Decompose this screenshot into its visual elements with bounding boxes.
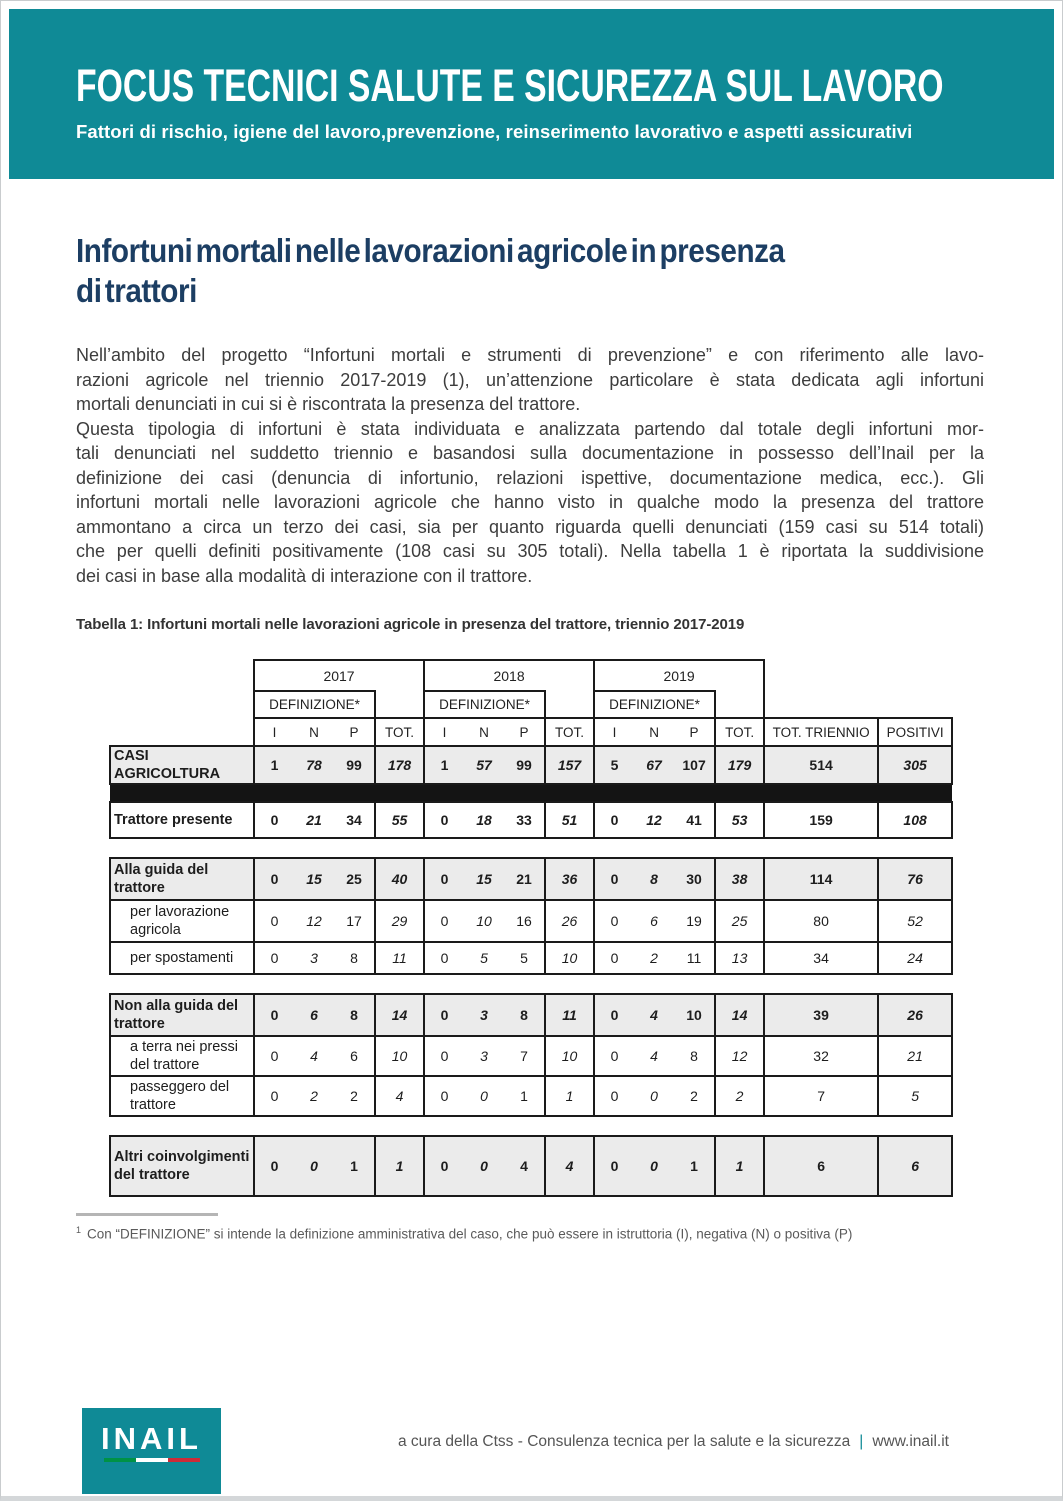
table-value-cell: 1	[424, 746, 464, 784]
col-header-i: I	[594, 718, 634, 746]
table-cell	[878, 660, 952, 691]
paragraph-line: dei casi in base alla modalità di interazione con il trattore.	[76, 565, 533, 586]
col-header-n: N	[464, 718, 504, 746]
paragraph-line: ammontano a circa un terzo dei casi, sia per quanto riguarda quelli denunciati (159 casi su 514 totali)	[76, 516, 984, 537]
table-row-label: CASI AGRICOLTURA	[110, 746, 254, 784]
table-value-cell: 10	[545, 942, 594, 974]
table-value-cell: 0	[254, 802, 294, 838]
table-row	[110, 1036, 952, 1076]
inail-logo-text: INAIL	[101, 1421, 202, 1456]
table-value-cell: 11	[545, 994, 594, 1036]
definizione-header: DEFINIZIONE*	[254, 691, 375, 718]
table-value-cell: 15	[464, 858, 504, 900]
table-row-label: per spostamenti	[110, 942, 254, 974]
table-cell	[764, 660, 878, 691]
table-value-cell: 3	[464, 1036, 504, 1076]
table-value-cell: 67	[634, 746, 674, 784]
table-value-cell: 1	[674, 1136, 715, 1196]
table-value-cell: 4	[504, 1136, 545, 1196]
table-value-cell: 8	[674, 1036, 715, 1076]
table-value-cell: 0	[464, 1136, 504, 1196]
col-header-p: P	[504, 718, 545, 746]
table-value-cell: 305	[878, 746, 952, 784]
table-value-cell: 18	[464, 802, 504, 838]
table-value-cell: 8	[334, 942, 375, 974]
year-header: 2019	[594, 660, 764, 691]
spacer-cell	[110, 974, 952, 994]
col-header-i: I	[424, 718, 464, 746]
data-table	[109, 659, 953, 1197]
table-value-cell: 6	[764, 1136, 878, 1196]
table-header-definizione	[110, 691, 952, 718]
table-value-cell: 0	[594, 1136, 634, 1196]
table-value-cell: 1	[545, 1076, 594, 1116]
table-row	[110, 900, 952, 942]
table-value-cell: 24	[878, 942, 952, 974]
table-value-cell: 34	[334, 802, 375, 838]
table-value-cell: 108	[878, 802, 952, 838]
table-value-cell: 10	[674, 994, 715, 1036]
table-value-cell: 514	[764, 746, 878, 784]
table-row-label: Altri coinvolgimenti del trattore	[110, 1136, 254, 1196]
table-value-cell: 107	[674, 746, 715, 784]
table-value-cell: 12	[715, 1036, 764, 1076]
flag-red-segment	[168, 1458, 200, 1462]
table-value-cell: 78	[294, 746, 334, 784]
body-paragraphs	[76, 345, 984, 590]
table-value-cell: 11	[674, 942, 715, 974]
table-value-cell: 0	[594, 994, 634, 1036]
table-value-cell: 114	[764, 858, 878, 900]
table-value-cell: 6	[294, 994, 334, 1036]
table-value-cell: 2	[715, 1076, 764, 1116]
table-value-cell: 0	[634, 1136, 674, 1196]
table-value-cell: 6	[334, 1036, 375, 1076]
table-row	[110, 802, 952, 838]
table-row	[110, 1076, 952, 1116]
table-value-cell: 12	[634, 802, 674, 838]
table-value-cell: 52	[878, 900, 952, 942]
footnote-text	[76, 1225, 987, 1242]
table-value-cell: 4	[375, 1076, 424, 1116]
table-row	[110, 994, 952, 1036]
paragraph-line: che per quelli definiti positivamente (108 casi su 305 totali). Nella tabella 1 è riportata la suddivisione	[76, 541, 984, 561]
col-header-n: N	[294, 718, 334, 746]
table-value-cell: 26	[545, 900, 594, 942]
table-value-cell: 4	[545, 1136, 594, 1196]
table-value-cell: 0	[254, 994, 294, 1036]
table-value-cell: 179	[715, 746, 764, 784]
table-row	[110, 1136, 952, 1196]
paragraph-line: Nell’ambito del progetto “Infortuni mortali e strumenti di prevenzione” e con riferimento alle lavo-	[76, 345, 984, 365]
table-value-cell: 6	[878, 1136, 952, 1196]
table-value-cell: 21	[294, 802, 334, 838]
table-value-cell: 41	[674, 802, 715, 838]
italian-flag-bar	[104, 1458, 200, 1462]
table-value-cell: 19	[674, 900, 715, 942]
table-value-cell: 80	[764, 900, 878, 942]
table-value-cell: 55	[375, 802, 424, 838]
table-value-cell: 33	[504, 802, 545, 838]
table-value-cell: 5	[594, 746, 634, 784]
spacer-cell	[110, 1116, 952, 1136]
table-value-cell: 2	[674, 1076, 715, 1116]
table-value-cell: 34	[764, 942, 878, 974]
table-value-cell: 32	[764, 1036, 878, 1076]
paragraph-line: infortuni mortali nelle lavorazioni agricole che hanno visto in qualche modo la presenza del trattore	[76, 492, 984, 512]
table-value-cell: 99	[334, 746, 375, 784]
table-value-cell: 7	[764, 1076, 878, 1116]
table-value-cell: 0	[424, 900, 464, 942]
table-header-columns	[110, 718, 952, 746]
table-value-cell: 17	[334, 900, 375, 942]
table-value-cell: 0	[294, 1136, 334, 1196]
header-banner	[9, 9, 1054, 179]
table-value-cell: 38	[715, 858, 764, 900]
table-value-cell: 2	[294, 1076, 334, 1116]
table-value-cell: 0	[254, 1076, 294, 1116]
table-value-cell: 12	[294, 900, 334, 942]
table-value-cell: 26	[878, 994, 952, 1036]
table-value-cell: 0	[254, 1136, 294, 1196]
col-header-p: P	[334, 718, 375, 746]
table-value-cell: 0	[424, 994, 464, 1036]
table-value-cell: 0	[424, 858, 464, 900]
table-value-cell: 30	[674, 858, 715, 900]
table-value-cell: 10	[375, 1036, 424, 1076]
table-value-cell: 39	[764, 994, 878, 1036]
table-value-cell: 0	[254, 942, 294, 974]
table-value-cell: 14	[375, 994, 424, 1036]
paragraph-line: mortali denunciati in cui si è riscontrata la presenza del trattore.	[76, 394, 581, 414]
col-header-n: N	[634, 718, 674, 746]
table-value-cell: 2	[634, 942, 674, 974]
table-value-cell: 0	[254, 1036, 294, 1076]
table-value-cell: 157	[545, 746, 594, 784]
table-value-cell: 0	[594, 942, 634, 974]
table-value-cell: 3	[464, 994, 504, 1036]
table-value-cell: 0	[634, 1076, 674, 1116]
table-value-cell: 4	[294, 1036, 334, 1076]
table-value-cell: 53	[715, 802, 764, 838]
paragraph-line: tali denunciati nel suddetto triennio e basandosi sulla documentazione in possesso dell’Inail per la	[76, 443, 984, 463]
table-value-cell: 11	[375, 942, 424, 974]
table-spacer-row	[110, 838, 952, 858]
table-row-label: a terra nei pressi del trattore	[110, 1036, 254, 1076]
table-value-cell: 159	[764, 802, 878, 838]
paragraph-line: Questa tipologia di infortuni è stata individuata e analizzata partendo dal totale degli infortuni mor-	[76, 418, 984, 439]
footnote-body: Con “DEFINIZIONE” si intende la definizione amministrativa del caso, che può essere in istruttoria (I), negativa (N) o positiva (P)	[87, 1226, 853, 1242]
footer-url: www.inail.it	[872, 1433, 949, 1450]
table-value-cell: 1	[254, 746, 294, 784]
footnote-rule	[76, 1213, 218, 1216]
footnote	[76, 1213, 987, 1242]
banner-title: FOCUS TECNICI SALUTE E SICUREZZA SUL LAVORO	[76, 60, 944, 111]
footer-credit-text: a cura della Ctss - Consulenza tecnica per la salute e la sicurezza	[397, 1433, 851, 1450]
table-value-cell: 1	[334, 1136, 375, 1196]
table-value-cell: 0	[594, 858, 634, 900]
inail-logo	[82, 1408, 221, 1494]
table-value-cell: 1	[715, 1136, 764, 1196]
table-cell	[110, 718, 254, 746]
table-value-cell: 0	[254, 900, 294, 942]
table-value-cell: 99	[504, 746, 545, 784]
table-value-cell: 36	[545, 858, 594, 900]
table-row	[110, 942, 952, 974]
table-value-cell: 6	[634, 900, 674, 942]
table-value-cell: 7	[504, 1036, 545, 1076]
table-spacer-row	[110, 1116, 952, 1136]
table-value-cell: 178	[375, 746, 424, 784]
heading-line-1: Infortuni mortali nelle lavorazioni agricole in presenza	[76, 232, 785, 269]
table-value-cell: 10	[464, 900, 504, 942]
year-header: 2017	[254, 660, 424, 691]
table-cell	[715, 691, 764, 718]
table-spacer-row	[110, 974, 952, 994]
table-value-cell: 76	[878, 858, 952, 900]
banner-subtitle: Fattori di rischio, igiene del lavoro,prevenzione, reinserimento lavorativo e aspetti assicurativi	[76, 121, 913, 142]
paragraph-line: razioni agricole nel triennio 2017-2019 (1), un’attenzione particolare è stata dedicata agli infortuni	[76, 369, 984, 390]
table-value-cell: 14	[715, 994, 764, 1036]
table-value-cell: 8	[334, 994, 375, 1036]
table-value-cell: 0	[594, 802, 634, 838]
page-content	[1, 231, 1062, 1242]
table-value-cell: 0	[424, 1036, 464, 1076]
table-value-cell: 0	[464, 1076, 504, 1116]
table-cell	[545, 691, 594, 718]
table-value-cell: 15	[294, 858, 334, 900]
paragraph-line: definizione dei casi (denuncia di infortunio, relazioni ispettive, documentazione medica, ecc.). Gli	[76, 467, 984, 488]
footer-separator: |	[859, 1433, 864, 1450]
table-row-label: Non alla guida del trattore	[110, 994, 254, 1036]
table-value-cell: 2	[334, 1076, 375, 1116]
table-value-cell: 57	[464, 746, 504, 784]
table-value-cell: 4	[634, 1036, 674, 1076]
col-header-p: P	[674, 718, 715, 746]
table-value-cell: 0	[424, 1136, 464, 1196]
col-header-triennio: TOT. TRIENNIO	[764, 718, 878, 746]
table-value-cell: 51	[545, 802, 594, 838]
table-value-cell: 21	[878, 1036, 952, 1076]
table-cell	[375, 691, 424, 718]
table-divider-row	[110, 784, 952, 802]
table-value-cell: 21	[504, 858, 545, 900]
table-cell	[764, 691, 878, 718]
table-value-cell: 8	[504, 994, 545, 1036]
col-header-tot: TOT.	[545, 718, 594, 746]
col-header-tot: TOT.	[375, 718, 424, 746]
table-row	[110, 858, 952, 900]
table-value-cell: 0	[594, 1036, 634, 1076]
table-cell	[110, 691, 254, 718]
table-value-cell: 0	[254, 858, 294, 900]
table-value-cell: 25	[334, 858, 375, 900]
definizione-header: DEFINIZIONE*	[594, 691, 715, 718]
heading-line-2: di trattori	[76, 272, 197, 309]
table-value-cell: 29	[375, 900, 424, 942]
table-row-label: Trattore presente	[110, 802, 254, 838]
table-value-cell: 5	[464, 942, 504, 974]
col-header-tot: TOT.	[715, 718, 764, 746]
article-heading	[76, 231, 987, 311]
spacer-cell	[110, 838, 952, 858]
table-row	[110, 746, 952, 784]
table-value-cell: 10	[545, 1036, 594, 1076]
table-value-cell: 40	[375, 858, 424, 900]
table-value-cell: 1	[504, 1076, 545, 1116]
table-value-cell: 0	[424, 942, 464, 974]
table-value-cell: 5	[878, 1076, 952, 1116]
table-value-cell: 4	[634, 994, 674, 1036]
definizione-header: DEFINIZIONE*	[424, 691, 545, 718]
flag-white-segment	[136, 1458, 168, 1462]
table-value-cell: 25	[715, 900, 764, 942]
table-wrapper	[109, 659, 987, 1197]
table-value-cell: 1	[375, 1136, 424, 1196]
flag-green-segment	[104, 1458, 136, 1462]
col-header-positivi: POSITIVI	[878, 718, 952, 746]
table-value-cell: 3	[294, 942, 334, 974]
table-value-cell: 8	[634, 858, 674, 900]
table-row-label: passeggero del trattore	[110, 1076, 254, 1116]
footer-credit	[398, 1433, 949, 1451]
table-value-cell: 16	[504, 900, 545, 942]
col-header-i: I	[254, 718, 294, 746]
table-cell	[878, 691, 952, 718]
table-value-cell: 13	[715, 942, 764, 974]
divider-cell	[110, 784, 952, 802]
table-header-years	[110, 660, 952, 691]
table-caption: Tabella 1: Infortuni mortali nelle lavorazioni agricole in presenza del trattore, triennio 2017-2019	[76, 616, 745, 633]
table-row-label: Alla guida del trattore	[110, 858, 254, 900]
table-value-cell: 5	[504, 942, 545, 974]
table-value-cell: 0	[424, 1076, 464, 1116]
table-value-cell: 0	[594, 1076, 634, 1116]
footnote-marker: 1	[76, 1225, 82, 1235]
table-value-cell: 0	[424, 802, 464, 838]
year-header: 2018	[424, 660, 594, 691]
table-value-cell: 0	[594, 900, 634, 942]
table-row-label: per lavorazione agricola	[110, 900, 254, 942]
table-cell	[110, 660, 254, 691]
